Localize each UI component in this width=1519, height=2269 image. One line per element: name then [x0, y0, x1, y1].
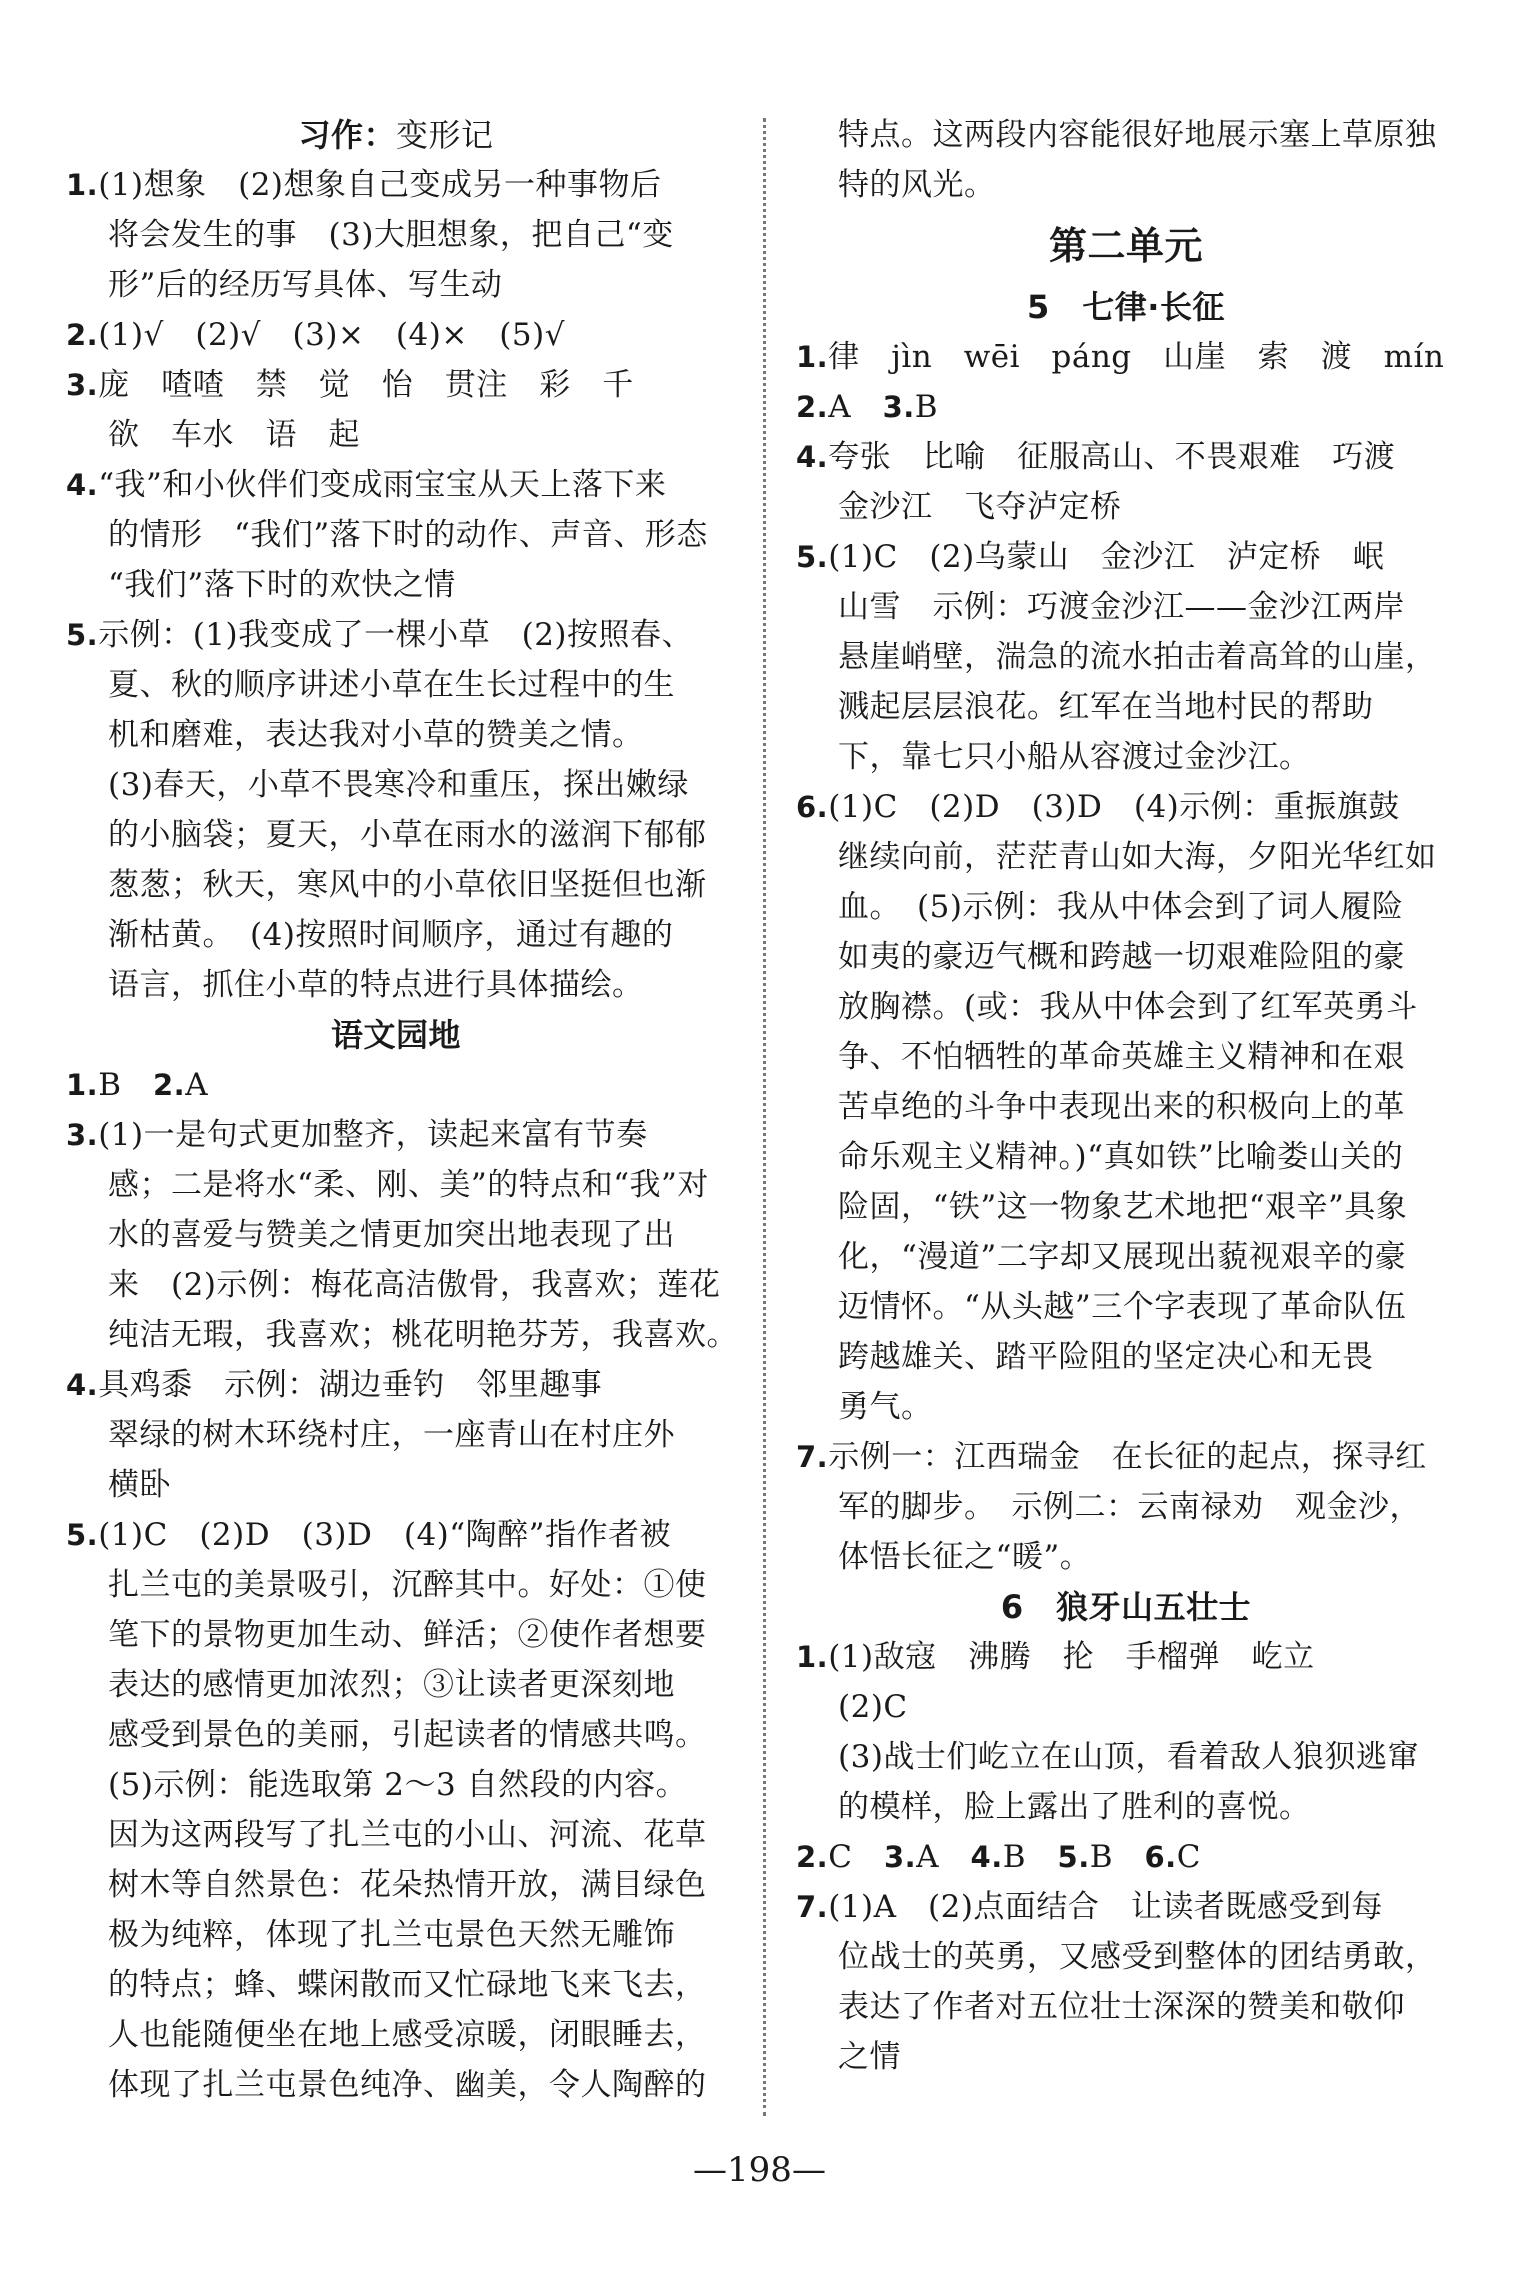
answer-continuation: 机和磨难，表达我对小草的赞美之情。 [108, 717, 644, 753]
answer-line [66, 160, 726, 210]
answer-continuation: 金沙江 飞夺泸定桥 [838, 489, 1122, 525]
left-column [66, 110, 738, 2110]
answer-continuation: 之情 [838, 2039, 901, 2075]
answer-continuation: 横卧 [108, 1467, 171, 1503]
answer-continuation: 纯洁无瑕，我喜欢；桃花明艳芬芳，我喜欢。 [108, 1317, 738, 1353]
answer-continuation: 笔下的景物更加生动、鲜活；②使作者想要 [108, 1617, 707, 1653]
answer-continuation: 水的喜爱与赞美之情更加突出地表现了出 [108, 1217, 675, 1253]
answer-continuation: 险固，“铁”这一物象艺术地把“艰辛”具象 [838, 1189, 1408, 1225]
question-number: 3. [66, 368, 99, 402]
section-heading [66, 110, 726, 160]
question-number: 3. [66, 1118, 99, 1152]
question-number: 6. [1144, 1840, 1177, 1874]
answer-line [66, 360, 726, 410]
answer-continuation: 血。 (5)示例：我从中体会到了词人履险 [838, 889, 1404, 925]
question-number: 1. [796, 1640, 829, 1674]
answer-continuation: 的模样，脸上露出了胜利的喜悦。 [838, 1789, 1311, 1825]
section-heading [796, 1582, 1456, 1632]
answer-text: 庞 喳喳 禁 觉 怡 贯注 彩 千 [98, 367, 634, 403]
answer-text: (1)敌寇 沸腾 抡 手榴弹 屹立 [828, 1639, 1315, 1675]
question-number: 1. [66, 168, 99, 202]
question-number: 7. [796, 1890, 829, 1924]
answer-continuation: 表达的感情更加浓烈；③让读者更深刻地 [108, 1667, 675, 1703]
answer-continuation: (5)示例：能选取第 2～3 自然段的内容。 [108, 1767, 688, 1803]
answer-continuation: 感；二是将水“柔、刚、美”的特点和“我”对 [108, 1167, 709, 1203]
answer-continuation: 体现了扎兰屯景色纯净、幽美，令人陶醉的 [108, 2067, 707, 2103]
answer-continuation: 如夷的豪迈气概和跨越一切艰难险阻的豪 [838, 939, 1405, 975]
answer-continuation: (3)战士们屹立在山顶，看着敌人狼狈逃窜 [838, 1739, 1419, 1775]
question-number: 4. [796, 440, 829, 474]
answer-text: 示例一：江西瑞金 在长征的起点，探寻红 [828, 1439, 1427, 1475]
answer-continuation: 因为这两段写了扎兰屯的小山、河流、花草 [108, 1817, 707, 1853]
page-number: —198— [693, 2150, 826, 2190]
answer-continuation: 语言，抓住小草的特点进行具体描绘。 [108, 967, 644, 1003]
answer-line [66, 1060, 726, 1110]
answer-text: (1)√ (2)√ (3)× (4)× (5)√ [98, 317, 565, 353]
answer-continuation: 体悟长征之“暖”。 [838, 1539, 1092, 1575]
section-heading [796, 210, 1456, 282]
question-number: 5. [66, 618, 99, 652]
heading-text: 5 七律·长征 [1027, 288, 1225, 326]
answer-text: B [98, 1067, 122, 1103]
answer-continuation: 迈情怀。“从头越”三个字表现了革命队伍 [838, 1289, 1407, 1325]
answer-continuation: 争、不怕牺牲的革命英雄主义精神和在艰 [838, 1039, 1405, 1075]
answer-text: 示例：(1)我变成了一棵小草 (2)按照春、 [98, 617, 694, 653]
answer-text: B [1002, 1839, 1027, 1875]
question-number: 7. [796, 1440, 829, 1474]
right-column [796, 110, 1456, 2082]
question-number: 3. [883, 1840, 917, 1874]
answer-line [796, 782, 1456, 832]
question-number: 2. [66, 318, 99, 352]
answer-text: 夸张 比喻 征服高山、不畏艰难 巧渡 [828, 439, 1396, 475]
heading-subtitle: 变形记 [396, 116, 494, 154]
question-number: 1. [796, 340, 829, 374]
answer-continuation: 将会发生的事 (3)大胆想象，把自己“变 [108, 217, 674, 253]
answer-text: “我”和小伙伴们变成雨宝宝从天上落下来 [98, 467, 667, 503]
answer-line [66, 1110, 726, 1160]
question-number: 1. [66, 1068, 99, 1102]
answer-text: A [916, 1839, 940, 1875]
answer-continuation: 下，靠七只小船从容渡过金沙江。 [838, 739, 1311, 775]
answer-continuation: 勇气。 [838, 1389, 933, 1425]
answer-continuation: 山雪 示例：巧渡金沙江——金沙江两岸 [838, 589, 1405, 625]
answer-text: (1)C (2)D (3)D (4)“陶醉”指作者被 [98, 1517, 671, 1553]
answer-continuation: 翠绿的树木环绕村庄，一座青山在村庄外 [108, 1417, 675, 1453]
question-number: 2. [796, 1840, 829, 1874]
answer-line [66, 610, 726, 660]
answer-line [66, 460, 726, 510]
answer-text: (1)A (2)点面结合 让读者既感受到每 [828, 1889, 1383, 1925]
answer-continuation: 树木等自然景色：花朵热情开放，满目绿色 [108, 1867, 707, 1903]
answer-text: B [1089, 1839, 1113, 1875]
answer-continuation: (2)C [838, 1689, 908, 1725]
answer-continuation: 欲 车水 语 起 [108, 417, 360, 453]
answer-continuation: 感受到景色的美丽，引起读者的情感共鸣。 [108, 1717, 707, 1753]
answer-text: (1)C (2)乌蒙山 金沙江 泸定桥 岷 [828, 539, 1385, 575]
answer-continuation: 化，“漫道”二字却又展现出藐视艰辛的豪 [838, 1239, 1407, 1275]
answer-continuation: 葱葱；秋天，寒风中的小草依旧坚挺但也渐 [108, 867, 707, 903]
answer-continuation: 夏、秋的顺序讲述小草在生长过程中的生 [108, 667, 675, 703]
answer-line [66, 1360, 726, 1410]
answer-continuation: 形”后的经历写具体、写生动 [108, 267, 503, 303]
question-number: 3. [882, 390, 915, 424]
answer-line [796, 432, 1456, 482]
question-number: 4. [66, 1368, 99, 1402]
answer-text: 律 jìn wēi páng 山崖 索 渡 mín [828, 339, 1445, 375]
answer-text: C [828, 1839, 853, 1875]
answer-continuation: 继续向前，茫茫青山如大海，夕阳光华红如 [838, 839, 1437, 875]
answer-continuation: 的情形 “我们”落下时的动作、声音、形态 [108, 517, 708, 553]
answer-continuation: 悬崖峭壁，湍急的流水拍击着高耸的山崖， [838, 639, 1437, 675]
question-number: 4. [970, 1840, 1003, 1874]
answer-text: B [914, 389, 939, 425]
answer-continuation: 扎兰屯的美景吸引，沉醉其中。好处：①使 [108, 1567, 707, 1603]
answer-continuation: 命乐观主义精神。)“真如铁”比喻娄山关的 [838, 1139, 1404, 1175]
answer-line [66, 310, 726, 360]
answer-continuation: 渐枯黄。 (4)按照时间顺序，通过有趣的 [108, 917, 674, 953]
answer-text: (1)一是句式更加整齐，读起来富有节奏 [98, 1117, 648, 1153]
answer-line [66, 1510, 726, 1560]
answer-line [796, 332, 1456, 382]
answer-line [796, 1432, 1456, 1482]
answer-line [796, 1882, 1456, 1932]
answer-text: A [185, 1067, 209, 1103]
answer-continuation: 特的风光。 [838, 167, 996, 203]
question-number: 2. [152, 1068, 186, 1102]
column-divider [763, 118, 766, 2116]
answer-line [796, 532, 1456, 582]
question-number: 4. [66, 468, 99, 502]
answer-continuation: 来 (2)示例：梅花高洁傲骨，我喜欢；莲花 [108, 1267, 721, 1303]
question-number: 5. [796, 540, 829, 574]
question-number: 6. [796, 790, 829, 824]
answer-continuation: 位战士的英勇，又感受到整体的团结勇敢， [838, 1939, 1437, 1975]
answer-continuation: 跨越雄关、踏平险阻的坚定决心和无畏 [838, 1339, 1374, 1375]
question-number: 5. [66, 1518, 99, 1552]
answer-continuation: 军的脚步。 示例二：云南禄劝 观金沙， [838, 1489, 1421, 1525]
answer-continuation: 表达了作者对五位壮士深深的赞美和敬仰 [838, 1989, 1405, 2025]
answer-continuation: 人也能随便坐在地上感受凉暖，闭眼睡去， [108, 2017, 707, 2053]
answer-line [796, 1832, 1456, 1882]
heading-text: 第二单元 [1048, 224, 1203, 268]
answer-continuation: 苦卓绝的斗争中表现出来的积极向上的革 [838, 1089, 1405, 1125]
answer-continuation: 溅起层层浪花。红军在当地村民的帮助 [838, 689, 1374, 725]
heading-text: 6 狼牙山五壮士 [1000, 1588, 1252, 1626]
answer-text: (1)想象 (2)想象自己变成另一种事物后 [98, 167, 662, 203]
answer-continuation: 放胸襟。(或：我从中体会到了红军英勇斗 [838, 989, 1418, 1025]
answer-continuation: 的小脑袋；夏天，小草在雨水的滋润下郁郁 [108, 817, 707, 853]
answer-text: (1)C (2)D (3)D (4)示例：重振旗鼓 [828, 789, 1400, 825]
question-number: 2. [796, 390, 829, 424]
question-number: 5. [1057, 1840, 1090, 1874]
answer-continuation: 特点。这两段内容能很好地展示塞上草原独 [838, 117, 1437, 153]
section-heading [66, 1010, 726, 1060]
section-heading [796, 282, 1456, 332]
heading-text: 习作： [298, 116, 396, 154]
answer-line [796, 1632, 1456, 1682]
answer-continuation: 极为纯粹，体现了扎兰屯景色天然无雕饰 [108, 1917, 675, 1953]
answer-text: A [828, 389, 852, 425]
answer-continuation: “我们”落下时的欢快之情 [108, 567, 456, 603]
answer-continuation: 的特点；蜂、蝶闲散而又忙碌地飞来飞去， [108, 1967, 707, 2003]
answer-text: 具鸡黍 示例：湖边垂钓 邻里趣事 [98, 1367, 603, 1403]
answer-continuation: (3)春天，小草不畏寒冷和重压，探出嫩绿 [108, 767, 689, 803]
answer-line [796, 382, 1456, 432]
heading-text: 语文园地 [330, 1016, 461, 1054]
answer-text: C [1176, 1839, 1201, 1875]
